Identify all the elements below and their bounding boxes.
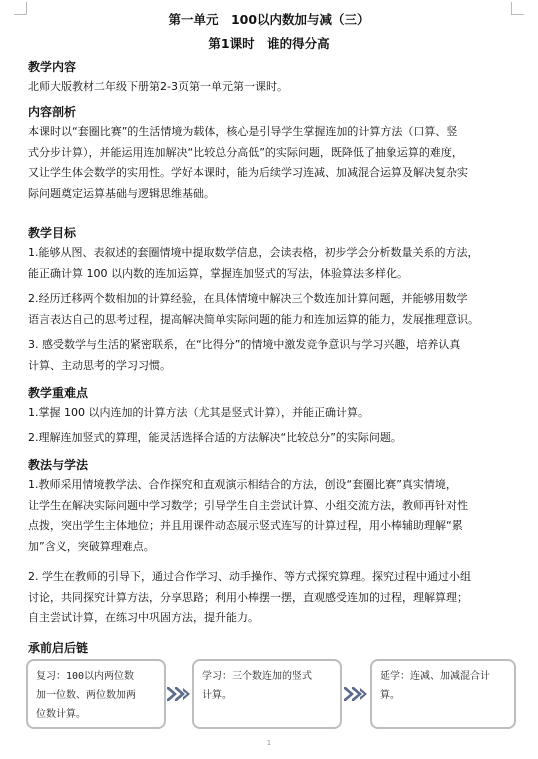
content-text: 北师大版教材二年级下册第2-3页第一单元第一课时。	[28, 80, 288, 93]
lesson-title: 第1课时 谁的得分高	[208, 36, 330, 51]
link-chain-heading: 承前启后链	[28, 641, 89, 655]
method-1: 1.教师采用情境教学法、合作探究和直观演示相结合的方法，创设“套圈比赛”真实情境， 让学生在解决实际问题中学习数学；引导学生自主尝试计算、小组交流方法，教师再针对性 点拨，突出学生主体地位；并且用课件动态展示竖式连写的计算过程，用小棒辅助理解“累 加”含义，突破算理难点。	[28, 478, 468, 553]
goal-2: 2.经历迁移两个数相加的计算经验，在具体情境中解决三个数连加计算问题，并能够用数学 语言表达自己的思考过程，提高解决简单实际问题的能力和连加运算的能力，发展推理意识。	[28, 292, 479, 326]
page-number: 1	[266, 739, 272, 747]
learn-box: 学习：三个数连加的竖式 计算。	[192, 659, 342, 729]
goal-1: 1.能够从图、表叙述的套圈情境中提取数学信息，会读表格，初步学会分析数量关系的方法， 能正确计算 100 以内数的连加运算，掌握连加竖式的写法，体验算法多样化。	[28, 246, 479, 280]
key-point-1: 1.掌握 100 以内连加的计算方法（尤其是竖式计算），并能正确计算。	[28, 406, 369, 419]
content-heading: 教学内容	[28, 60, 77, 74]
double-chevron-right-icon	[167, 686, 191, 702]
goals-heading: 教学目标	[28, 226, 77, 240]
method-2: 2. 学生在教师的引导下，通过合作学习、动手操作、等方式探究算理。探究过程中通过小组 讨论，共同探究计算方法，分享思路；利用小棒摆一摆，直观感受连加的过程，理解算理； 自主尝试计算，在练习中巩固方法，提升能力。	[28, 570, 471, 624]
goal-3: 3. 感受数学与生活的紧密联系，在“比得分”的情境中激发竞争意识与学习兴趣，培养认真 计算、主动思考的学习习惯。	[28, 338, 461, 372]
analysis-heading: 内容剖析	[28, 105, 77, 119]
double-chevron-right-icon	[344, 686, 368, 702]
link-chain-flow	[26, 659, 516, 729]
key-point-2: 2.理解连加竖式的算理，能灵活选择合适的方法解决“比较总分”的实际问题。	[28, 431, 402, 444]
methods-heading: 教法与学法	[28, 458, 89, 472]
review-box: 复习：100以内两位数 加一位数、两位数加两 位数计算。	[26, 659, 166, 729]
document-title: 第一单元 100以内数加与减（三）	[168, 12, 370, 27]
analysis-text: 本课时以“套圈比赛”的生活情境为载体，核心是引导学生掌握连加的计算方法（口算、竖 式分步计算），并能运用连加解决“比较总分高低”的实际问题，既降低了抽象运算的难度， 又让学生体会数学的实用性。学好本课时，能为后续学习连减、加减混合运算及解决复杂实 际问题奠定运算基础与逻辑思维基础。	[28, 125, 468, 200]
key-points-heading: 教学重难点	[28, 386, 89, 400]
extend-box: 延学：连减、加减混合计 算。	[370, 659, 516, 729]
